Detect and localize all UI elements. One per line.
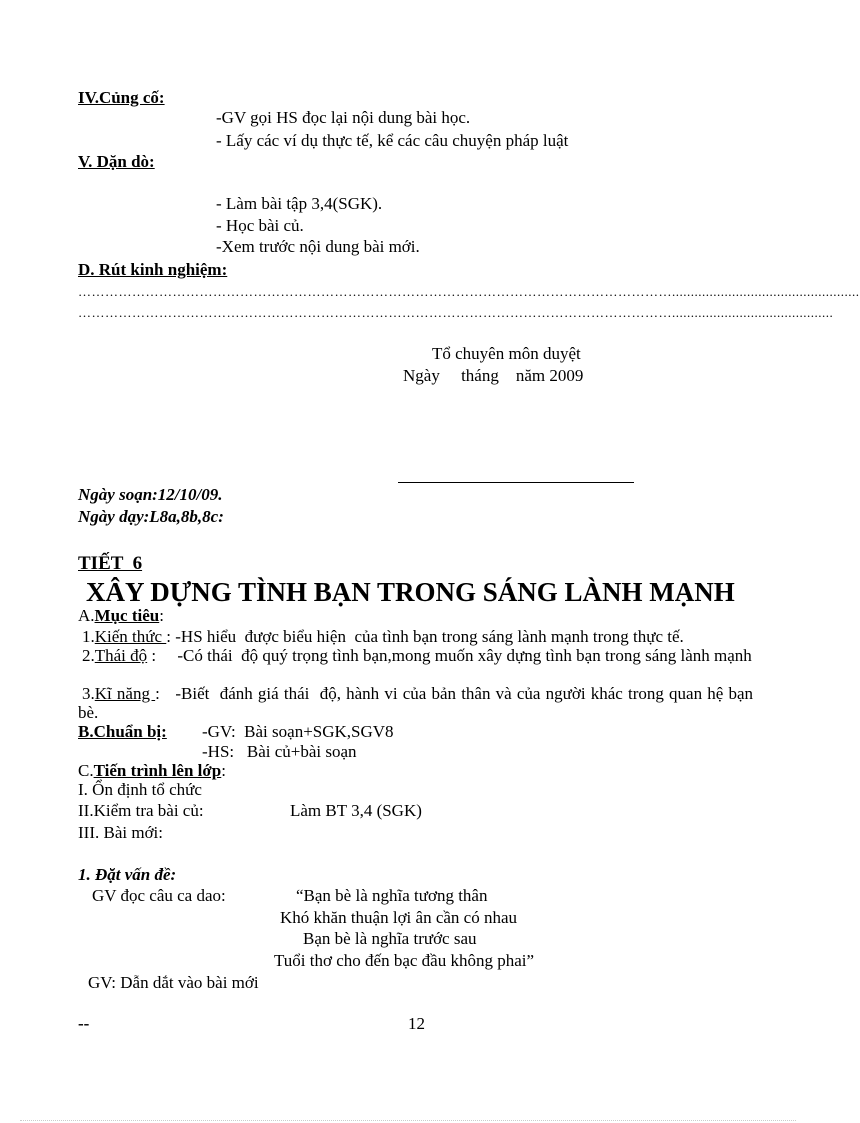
dotted-line-1: …………………………………………………………………………………………………………………….................................................. — [78, 284, 860, 299]
section-heading-dan-do: V. Dặn dò: — [78, 152, 155, 171]
chuan-bi-hs: -HS: Bài củ+bài soạn — [202, 742, 357, 761]
tiet-label: TIẾT 6 — [78, 553, 143, 574]
dan-do-line-1: - Làm bài tập 3,4(SGK). — [216, 194, 383, 213]
section-heading-cung-co: IV.Củng cố: — [78, 88, 165, 107]
page-bottom-rule — [20, 1120, 796, 1121]
muc-tieu-heading: A.Mục tiêu: — [78, 606, 164, 625]
ngay-soan: Ngày soạn:12/10/09. — [78, 485, 223, 504]
approval-title: Tổ chuyên môn duyệt — [432, 344, 581, 363]
kiem-tra-bai-cu-label: II.Kiểm tra bài củ: — [78, 801, 204, 820]
kien-thuc-row: 1.Kiến thức : -HS hiểu được biểu hiện của tình bạn trong sáng lành mạnh trong thực tế. — [82, 627, 684, 646]
kiem-tra-bai-cu-value: Làm BT 3,4 (SGK) — [290, 801, 422, 820]
cung-co-line-1: -GV gọi HS đọc lại nội dung bài học. — [216, 108, 471, 127]
page-number: 12 — [408, 1014, 425, 1033]
dotted-line-2: ……………………………………………………………………………………………………………………........................................... — [78, 305, 834, 320]
dat-van-de-intro: GV đọc câu ca dao: — [92, 886, 226, 905]
on-dinh-to-chuc: I. Ổn định tổ chức — [78, 780, 202, 799]
tien-trinh-heading: C.Tiến trình lên lớp: — [78, 761, 226, 780]
ki-nang-row: 3.Kĩ năng : -Biết đánh giá thái độ, hành vi của bản thân và của người khác trong quan hệ bạn bè. — [78, 684, 758, 722]
thai-do-row: 2.Thái độ : -Có thái độ quý trọng tình bạn,mong muốn xây dựng tình bạn trong sáng lành mạnh — [82, 646, 752, 665]
chuan-bi-heading: B.Chuẩn bị: — [78, 722, 167, 741]
poem-line-3: Bạn bè là nghĩa trước sau — [303, 929, 477, 948]
poem-line-4: Tuổi thơ cho đến bạc đầu không phai” — [274, 951, 535, 970]
ngay-day: Ngày dạy:L8a,8b,8c: — [78, 507, 224, 526]
poem-line-2: Khó khăn thuận lợi ân cần có nhau — [280, 908, 518, 927]
footer-dash: -- — [78, 1014, 90, 1033]
bai-moi: III. Bài mới: — [78, 823, 163, 842]
chuan-bi-gv: -GV: Bài soạn+SGK,SGV8 — [202, 722, 394, 741]
poem-line-1: “Bạn bè là nghĩa tương thân — [296, 886, 488, 905]
dat-van-de-outro: GV: Dẫn dắt vào bài mới — [88, 973, 259, 992]
dan-do-line-3: -Xem trước nội dung bài mới. — [216, 237, 420, 256]
lesson-title: XÂY DỰNG TÌNH BẠN TRONG SÁNG LÀNH MẠNH — [86, 577, 735, 607]
dan-do-line-2: - Học bài củ. — [216, 216, 304, 235]
signature-line — [398, 482, 634, 483]
dat-van-de-heading: 1. Đặt vấn đề: — [78, 865, 177, 884]
section-heading-rut-kinh-nghiem: D. Rút kinh nghiệm: — [78, 260, 228, 279]
cung-co-line-2: - Lấy các ví dụ thực tế, kể các câu chuyện pháp luật — [216, 131, 569, 150]
approval-date: Ngày tháng năm 2009 — [403, 366, 584, 385]
